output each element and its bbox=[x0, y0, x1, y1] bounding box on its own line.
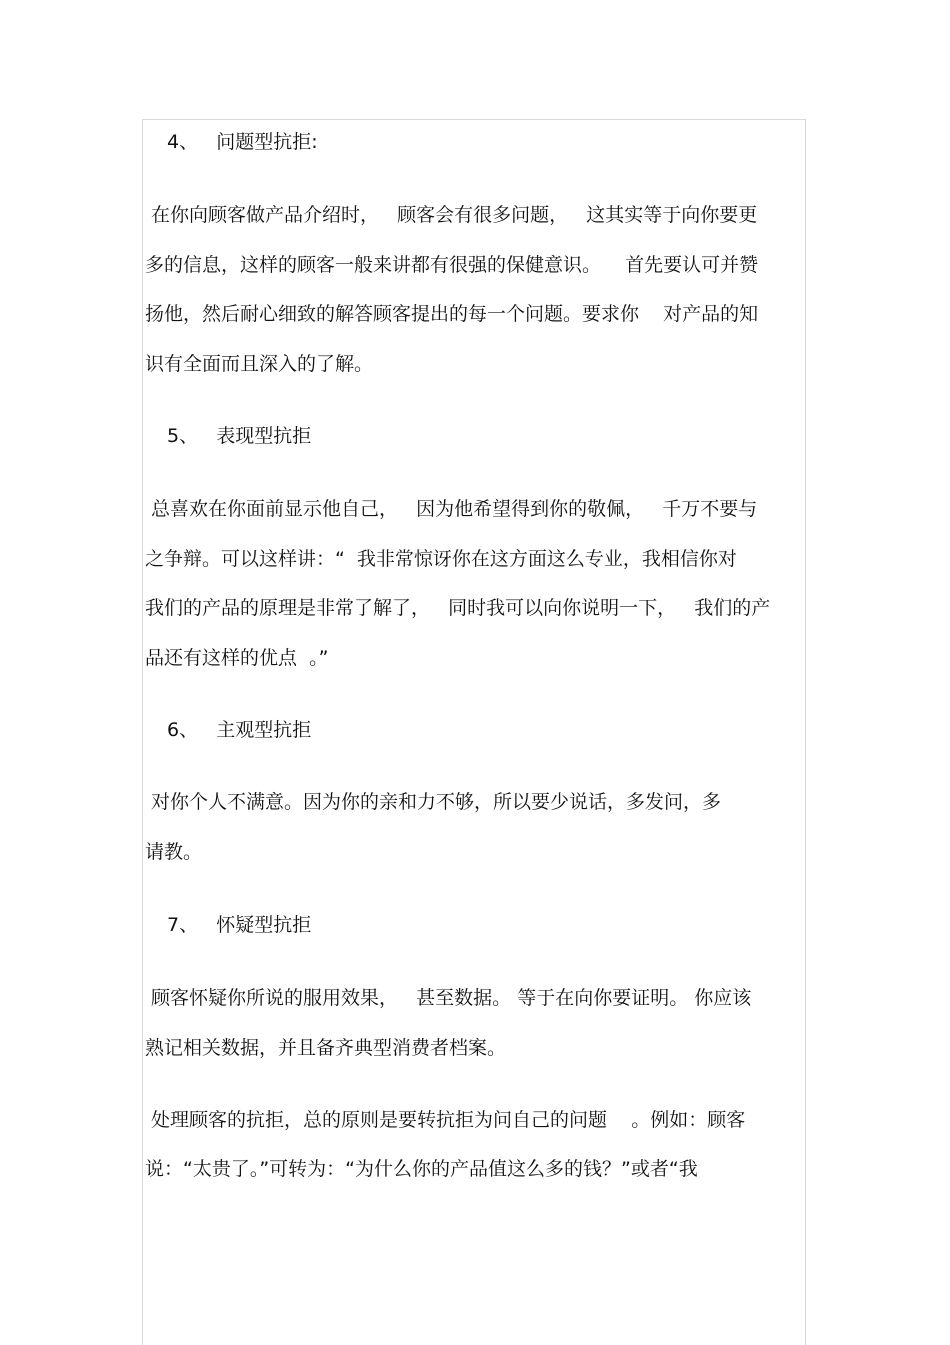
heading-6: 6、 主观型抗拒 bbox=[167, 719, 312, 741]
paragraph-line: 总喜欢在你面前显示他自己， 因为他希望得到你的敬佩， 千万不要与 bbox=[145, 498, 758, 520]
paragraph-line: 请教。 bbox=[145, 841, 203, 863]
paragraph-line: 对你个人不满意。因为你的亲和力不够，所以要少说话，多发问，多 bbox=[145, 791, 722, 813]
paragraph-line: 说：“太贵了。”可转为：“为什么你的产品值这么多的钱？”或者“我 bbox=[145, 1158, 698, 1180]
paragraph-line: 识有全面而且深入的了解。 bbox=[145, 353, 374, 375]
paragraph-line: 品还有这样的优点 。” bbox=[145, 647, 329, 669]
paragraph-line: 在你向顾客做产品介绍时， 顾客会有很多问题， 这其实等于向你要更 bbox=[145, 204, 758, 226]
paragraph-line: 扬他，然后耐心细致的解答顾客提出的每一个问题。要求你 对产品的知 bbox=[145, 303, 759, 325]
paragraph-line: 熟记相关数据，并且备齐典型消费者档案。 bbox=[145, 1037, 507, 1059]
paragraph-line: 处理顾客的抗拒，总的原则是要转抗拒为问自己的问题 。例如：顾客 bbox=[145, 1109, 746, 1131]
heading-4: 4、 问题型抗拒: bbox=[167, 131, 318, 153]
paragraph-line: 多的信息，这样的顾客一般来讲都有很强的保健意识。 首先要认可并赞 bbox=[145, 254, 759, 276]
heading-5: 5、 表现型抗拒 bbox=[167, 425, 312, 447]
heading-7: 7、 怀疑型抗拒 bbox=[167, 914, 312, 936]
paragraph-line: 顾客怀疑你所说的服用效果， 甚至数据。 等于在向你要证明。 你应该 bbox=[145, 987, 752, 1009]
paragraph-line: 我们的产品的原理是非常了解了， 同时我可以向你说明一下， 我们的产 bbox=[145, 597, 771, 619]
paragraph-line: 之争辩。可以这样讲：“ 我非常惊讶你在这方面这么专业，我相信你对 bbox=[145, 548, 737, 570]
